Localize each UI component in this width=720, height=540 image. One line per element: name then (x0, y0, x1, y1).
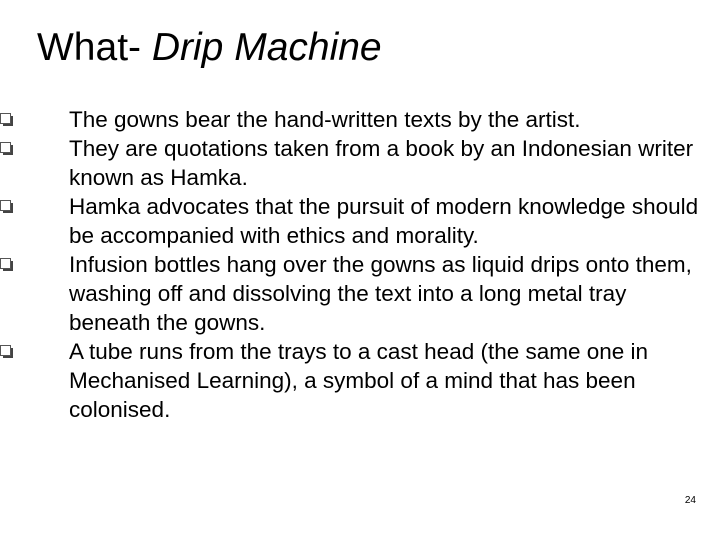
page-number: 24 (684, 495, 696, 506)
bullet-text: Infusion bottles hang over the gowns as liquid drips onto them, washing off and dissolving the text into a long metal tray beneath the gowns. (69, 252, 692, 335)
bullet-item (58, 337, 703, 424)
hollow-square-bullet-icon (0, 337, 50, 366)
hollow-square-bullet-icon (0, 105, 50, 134)
slide-title (37, 24, 382, 72)
bullet-text: The gowns bear the hand-written texts by the artist. (69, 107, 581, 132)
bullet-item (58, 192, 703, 250)
title-emphasis: Drip Machine (151, 26, 382, 69)
bullet-item (58, 105, 703, 134)
bullet-item (58, 134, 703, 192)
hollow-square-bullet-icon (0, 192, 50, 221)
bullet-list (58, 105, 703, 424)
bullet-text: A tube runs from the trays to a cast head (the same one in Mechanised Learning), a symbol of a mind that has been colonised. (69, 339, 649, 422)
bullet-text: They are quotations taken from a book by an Indonesian writer known as Hamka. (69, 136, 694, 190)
bullet-text: Hamka advocates that the pursuit of modern knowledge should be accompanied with ethics and morality. (69, 194, 699, 248)
bullet-item (58, 250, 703, 337)
hollow-square-bullet-icon (0, 250, 50, 279)
title-prefix: What- (37, 26, 152, 69)
hollow-square-bullet-icon (0, 134, 50, 163)
